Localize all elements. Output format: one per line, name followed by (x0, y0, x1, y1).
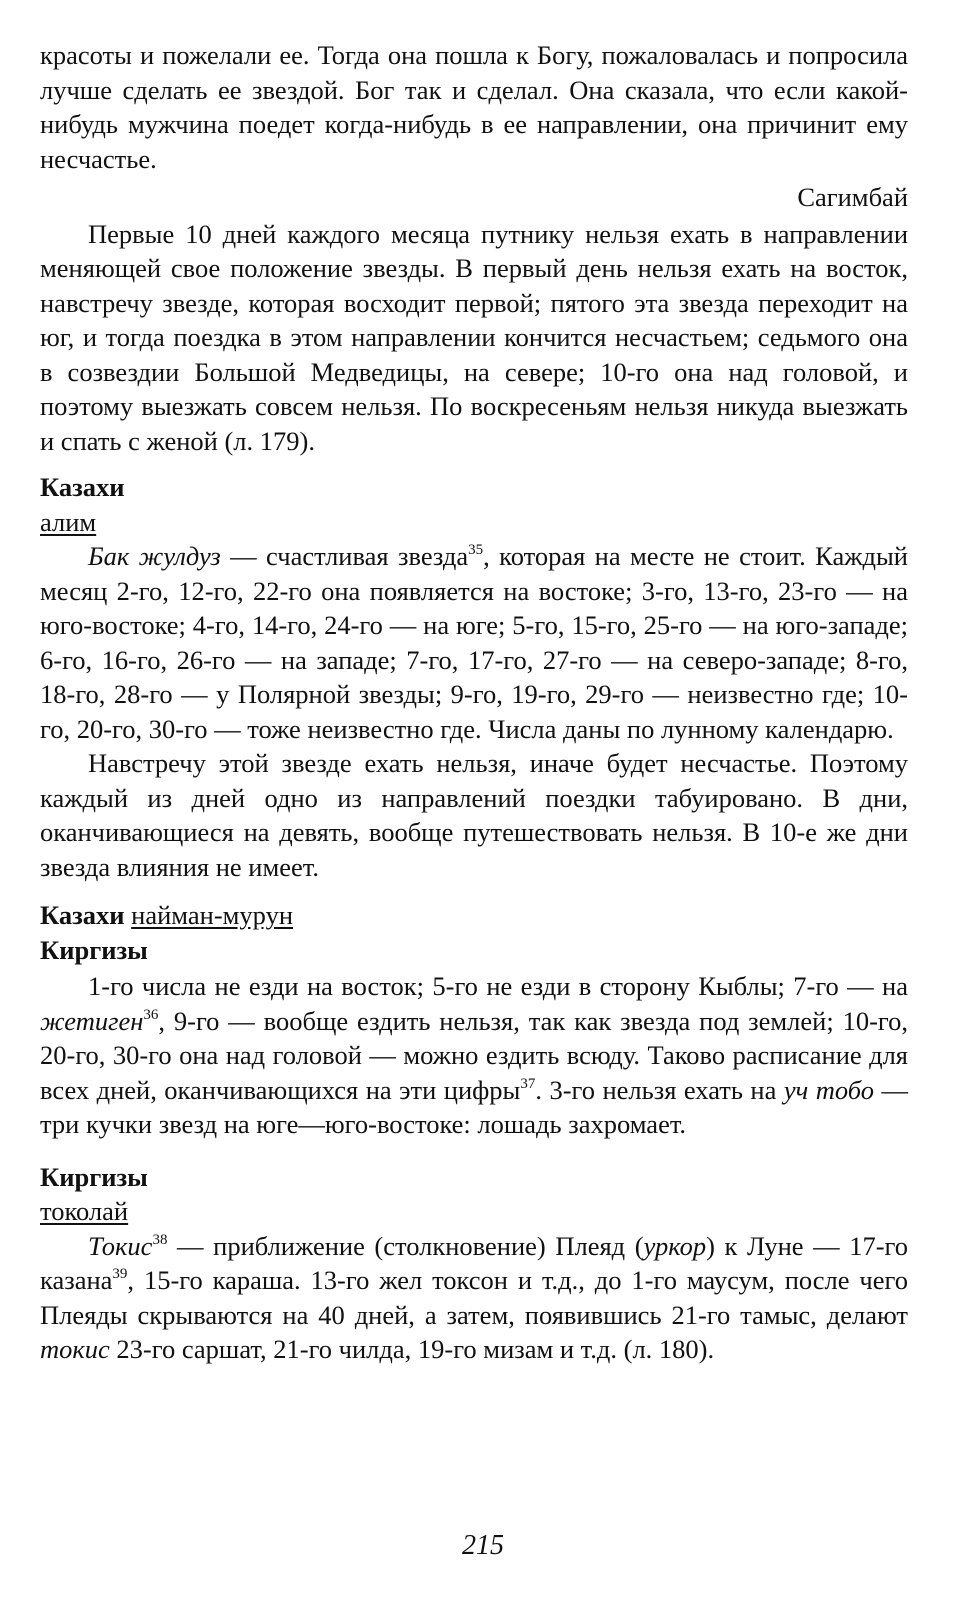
term-italic: уч тобо (783, 1074, 875, 1105)
footnote-ref: 36 (143, 1006, 159, 1023)
term-italic: Бак жулдуз (88, 541, 221, 571)
text-run: , 9-го — вообще ездить нельзя, так как звезда под землей; 10-го, 20-го, 30-го она над головой — можно ездить всюду. Таково расписание для всех дней, оканчивающихся на эти цифры (40, 1005, 908, 1105)
page-number: 215 (462, 1530, 504, 1561)
text-run: , 15-го караша. 13-го жел токсон и т.д., до 1-го маусум, после чего Плеяды скрываются на 40 дней, а затем, появившись 21-го тамыс, делают (40, 1265, 908, 1330)
paragraph-taboo: Навстречу этой звезде ехать нельзя, иначе будет несчастье. Поэтому каждый из дней одно из направлений поездки табуировано. В дни, оканчивающиеся на девять, вообще путешествовать нельзя. В 10-е же дни звезда влияния не имеет. (40, 748, 908, 882)
footnote-ref: 37 (520, 1075, 536, 1092)
term-italic: уркор (643, 1230, 707, 1261)
section-heading-kazakhs-1: Казахи (40, 472, 125, 502)
text-run: 23-го саршат, 21-го чилда, 19-го мизам и т.д. (л. 180). (109, 1334, 715, 1364)
text-run: — счастливая звезда (220, 541, 469, 571)
section-heading-kyrgyz-1: Киргизы (40, 934, 148, 965)
text-run: 1-го числа не езди на восток; 5-го не езди в сторону Кыблы; 7-го — на (88, 971, 908, 1001)
section-heading-kazakhs-2 (40, 898, 908, 933)
section-subheading-alim (40, 505, 908, 540)
attribution: Сагимбай (797, 182, 908, 212)
text-run: , которая на месте не стоит. Каждый месяц 2-го, 12-го, 22-го она появляется на востоке; 3-го, 13-го, 23-го — на юго-востоке; 4-го, 14-го, 24-го — на юге; 5-го, 15-го, 25-го — на юго-западе; 6-го, 16-го, 26-го — на западе; 7-го, 17-го, 27-го — на северо-западе; 8-го, 18-го, 28-го — у Полярной звезды; 9-го, 19-го, 29-го — неизвестно где; 10-го, 20-го, 30-го — тоже неизвестно где. Числа даны по лунному календарю. (40, 541, 908, 744)
footnote-ref: 39 (112, 1266, 128, 1282)
subheading-text: алим (40, 506, 97, 537)
paragraph-tokis (40, 1229, 908, 1367)
footnote-ref: 35 (468, 542, 484, 558)
section-heading-kyrgyz-2: Киргизы (40, 1161, 148, 1192)
term-italic: токис (40, 1334, 110, 1364)
term-italic: жетиген (40, 1005, 144, 1036)
subheading-text: токолай (40, 1196, 129, 1226)
text-run: — приближение (столкновение) Плеяд ( (167, 1230, 644, 1261)
paragraph-bak-zhulduz (40, 539, 908, 746)
subheading-text: найман-мурун (131, 900, 294, 930)
text-run: . 3-го нельзя ехать на (535, 1074, 784, 1105)
paragraph-continued: красоты и пожелали ее. Тогда она пошла к Богу, пожаловалась и попросила лучше сделать ее звездой. Бог так и сделал. Она сказала, что если какой-нибудь мужчина поедет когда-нибудь в ее направлении, она причинит ему несчастье. (40, 40, 908, 174)
term-italic: Токис (88, 1230, 153, 1261)
paragraph-kyrgyz-schedule (40, 969, 908, 1142)
page-body (40, 38, 908, 1367)
paragraph-travel-rules: Первые 10 дней каждого месяца путнику нельзя ехать в направлении меняющей свое положение звезды. В первый день нельзя ехать на восток, навстречу звезде, которая восходит первой; пятого эта звезда переходит на юг, и тогда поездка в этом направлении кончится несчастьем; седьмого она в созвездии Большой Медведицы, на севере; 10-го она над головой, и поэтому выезжать совсем нельзя. По воскресеньям нельзя никуда выезжать и спать с женой (л. 179). (40, 218, 908, 456)
section-subheading-tokolai (40, 1194, 908, 1229)
heading-text: Казахи (40, 900, 125, 930)
text-run: ) к Луне — 17-го казана (40, 1230, 908, 1295)
text-run: — три кучки звезд на юге—юго-востоке: лошадь захромает. (40, 1074, 908, 1139)
footnote-ref: 38 (152, 1231, 168, 1248)
